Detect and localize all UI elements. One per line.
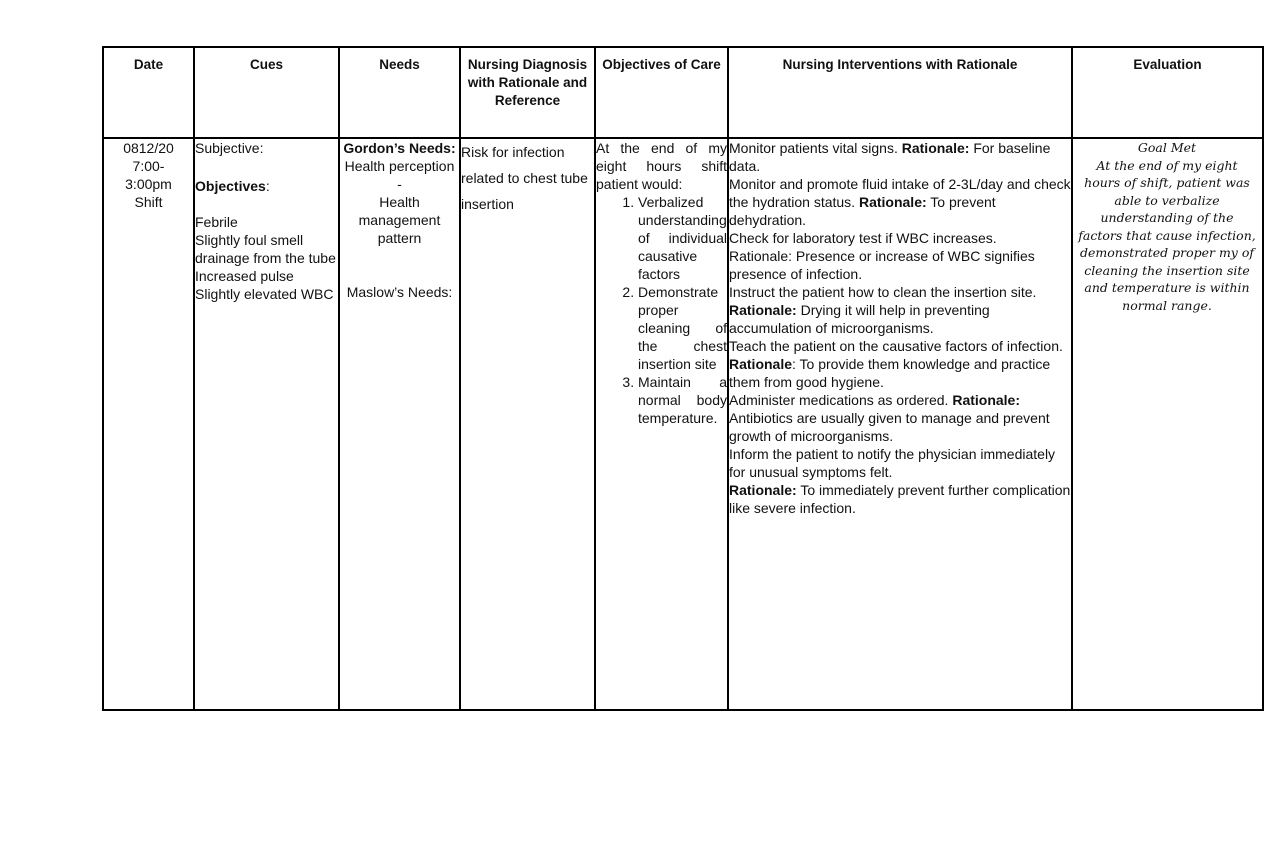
intervention-rationale: Rationale: Presence or increase of WBC signifies presence of infection. (729, 248, 1035, 282)
objectives-label: Objectives: (195, 178, 270, 194)
interventions-cell (728, 138, 1072, 710)
evaluation-text: At the end of my eight hours of shift, patient was able to verbalize understanding of the factors that cause infection, demonstrated proper my of cleaning the insertion site and temperature is within normal range. (1078, 157, 1256, 313)
objectives-cell (595, 138, 728, 710)
diagnosis-cell (460, 138, 595, 710)
objective-item: 3. Maintain a normal body temperature. (638, 373, 727, 427)
header-date: Date (103, 47, 194, 138)
intervention-rationale: Rationale: To immediately prevent further complication like severe infection. (729, 482, 1071, 516)
intervention-item: Check for laboratory test if WBC increases. (729, 230, 997, 246)
header-evaluation: Evaluation (1072, 47, 1263, 138)
date-line: 0812/20 (123, 140, 174, 156)
maslow-needs-label: Maslow’s Needs: (346, 284, 453, 300)
header-objectives: Objectives of Care (595, 47, 728, 138)
date-cell (103, 138, 194, 710)
evaluation-goal: Goal Met (1137, 140, 1197, 155)
intervention-item: Teach the patient on the causative factors of infection. Rationale: To provide them knowledge and practice them from good hygiene. (729, 338, 1063, 390)
shift-end: 3:00pm (125, 176, 172, 192)
intervention-item: Monitor patients vital signs. Rationale: For baseline data. (729, 140, 1051, 174)
cue-item: Febrile (195, 214, 238, 230)
shift-start: 7:00- (132, 158, 165, 174)
gordon-needs-value: Health management pattern (358, 194, 441, 246)
header-row (103, 47, 1263, 138)
objectives-intro: At the end of my eight hours shift patient would: (596, 140, 727, 192)
intervention-item: Inform the patient to notify the physician immediately for unusual symptoms felt. (729, 446, 1056, 480)
intervention-item: Monitor and promote fluid intake of 2-3L/day and check the hydration status. Rationale: To prevent dehydration. (729, 176, 1071, 228)
cue-item: Increased pulse (195, 268, 294, 284)
nursing-diagnosis-text: Risk for infection related to chest tube insertion (461, 144, 588, 212)
header-cues: Cues (194, 47, 339, 138)
cue-item: Slightly foul smell drainage from the tube (195, 232, 336, 266)
objectives-list (596, 193, 727, 427)
intervention-item: Instruct the patient how to clean the insertion site. Rationale: Drying it will help in preventing accumulation of microorganisms. (729, 284, 1037, 336)
objective-item: 1. Verbalized understanding of individual causative factors (638, 193, 727, 283)
nursing-care-plan-table (102, 46, 1264, 711)
gordon-needs-label: Gordon’s Needs: (343, 140, 456, 156)
cue-item: Slightly elevated WBC (195, 286, 334, 302)
header-diagnosis: Nursing Diagnosis with Rationale and Reference (460, 47, 595, 138)
gordon-needs-dash: - (397, 176, 402, 192)
header-interventions: Nursing Interventions with Rationale (728, 47, 1072, 138)
shift-label: Shift (134, 194, 163, 210)
cues-cell (194, 138, 339, 710)
subjective-label: Subjective: (195, 140, 264, 156)
objective-item: 2. Demonstrate proper cleaning of the chest insertion site (638, 283, 727, 373)
header-needs: Needs (339, 47, 460, 138)
table-row (103, 138, 1263, 710)
gordon-needs-value: Health perception (344, 158, 455, 174)
needs-cell (339, 138, 460, 710)
intervention-item: Administer medications as ordered. Rationale: Antibiotics are usually given to manage and prevent growth of microorganisms. (729, 392, 1050, 444)
evaluation-cell (1072, 138, 1263, 710)
